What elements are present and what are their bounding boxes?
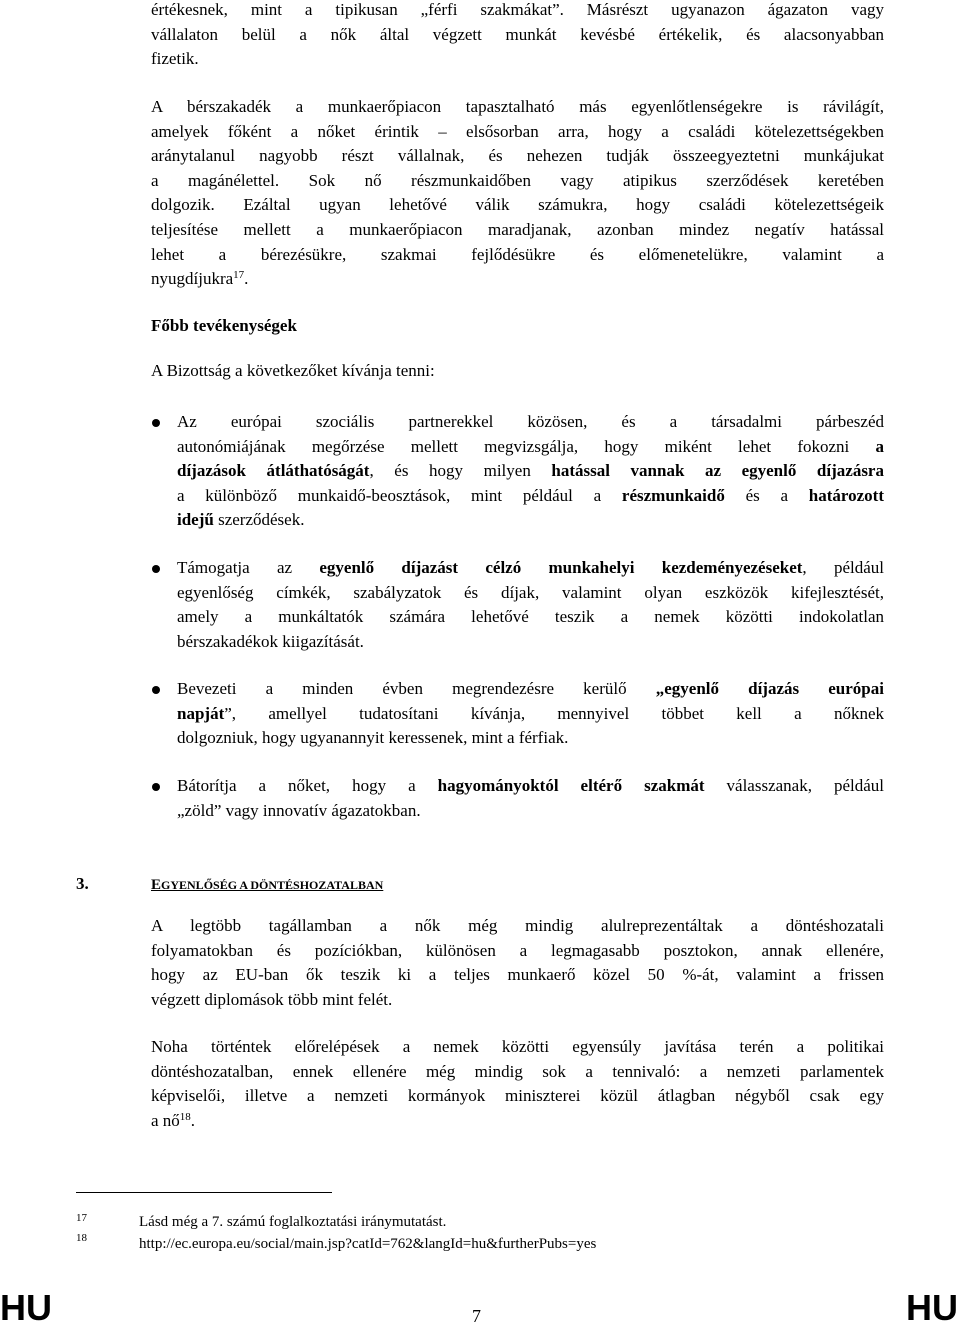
text-fragment: részmunkaidő — [621, 485, 725, 505]
text-fragment: ”, amellyel tudatosítani kívánja, mennyivel többet kell a nőknek — [224, 703, 884, 723]
text-line — [177, 677, 884, 702]
text-line — [177, 774, 884, 799]
paragraph-continued — [151, 0, 884, 72]
bullet-icon — [152, 565, 160, 573]
text-fragment: Támogatja az — [177, 558, 320, 577]
text-fragment: a különböző munkaidő-beosztások, mint például a — [177, 485, 622, 505]
text-fragment: egyenlő díjazást célzó munkahelyi kezdeményezéseket — [319, 558, 803, 577]
text-line — [177, 556, 884, 581]
text-line: teljesítése mellett a munkaerőpiacon maradjanak, azonban mindez negatív hatással — [151, 219, 884, 239]
text-fragment: a — [875, 436, 885, 456]
text-line: lehet a bérezésükre, szakmai fejlődésükre és előmenetelükre, valamint a — [151, 244, 884, 264]
text-fragment: Bátorítja a nőket, hogy a — [177, 776, 438, 795]
text-fragment: napját — [177, 703, 225, 723]
text-line: dolgozniuk, hogy ugyanannyit keressenek, mint a férfiak. — [177, 728, 569, 748]
text-line: amely a munkáltatók számára lehetővé teszik a nemek közötti indokolatlan — [177, 607, 884, 627]
text-line — [177, 459, 884, 484]
text-line: hogy az EU-ban ők teszik ki a teljes munkaerő közel 50 %-át, valamint a frissen — [151, 965, 884, 985]
footnote-ref-18[interactable]: 18 — [179, 1110, 191, 1123]
footnote-number: 17 — [76, 1212, 87, 1224]
text-line: végzett diplomások több mint felét. — [151, 989, 393, 1009]
bullet-item-4 — [177, 774, 884, 823]
text-fragment: díjazások átláthatóságát — [177, 461, 370, 481]
text-line: Az európai szociális partnerekkel közösen, és a társadalmi párbeszéd — [177, 412, 884, 431]
page-number: 7 — [472, 1306, 481, 1326]
text-line: bérszakadékok kiigazítását. — [177, 631, 364, 651]
section-number: 3. — [76, 874, 89, 893]
bullet-icon — [152, 783, 160, 791]
text-line: aránytalanul nagyobb részt vállalnak, és nehezen tudják összeegyeztetni munkájukat — [151, 146, 884, 166]
text-line: értékesnek, mint a tipikusan „férfi szakmákat”. Másrészt ugyanazon ágazaton vagy — [151, 0, 884, 19]
bullet-item-2 — [177, 556, 884, 654]
text-fragment: és a — [724, 485, 809, 505]
paragraph-pay-gap — [151, 95, 884, 292]
text-fragment: „egyenlő díjazás európai — [655, 679, 884, 698]
text-fragment: szerződések. — [213, 510, 305, 530]
text-line: dolgozik. Ezáltal ugyan lehetővé válik számukra, hogy családi kötelezettségeik — [151, 195, 884, 215]
footnote-separator — [76, 1192, 332, 1193]
text-line: „zöld” vagy innovatív ágazatokban. — [177, 800, 421, 820]
text-fragment: , és hogy milyen — [369, 461, 552, 481]
text-line: döntéshozatalban, ennek ellenére még mindig sok a tennivaló: a nemzeti parlamentek — [151, 1061, 884, 1081]
text-line: fizetik. — [151, 49, 199, 69]
text-fragment: autonómiájának megőrzése mellett megvizsgálja, hogy miként lehet fokozni — [177, 436, 850, 456]
section-title-initial: E — [151, 877, 162, 893]
text-line: A bérszakadék a munkaerőpiacon tapasztalható más egyenlőtlenségekre is rávilágít, — [151, 97, 884, 116]
text-fragment: idejű — [177, 510, 214, 530]
footnote-number: 18 — [76, 1232, 87, 1244]
section-title — [151, 873, 383, 896]
footnote-text: Lásd még a 7. számú foglalkoztatási iránymutatást. — [139, 1214, 447, 1230]
text-fragment: Bevezeti a minden évben megrendezésre kerülő — [177, 679, 656, 698]
text-line: A legtöbb tagállamban a nők még mindig alulreprezentáltak a döntéshozatali — [151, 916, 884, 935]
bullet-item-1 — [177, 410, 884, 533]
text-line: Noha történtek előrelépések a nemek közötti egyensúly javítása terén a politikai — [151, 1037, 884, 1056]
subheading: Főbb tevékenységek — [151, 316, 297, 335]
text-line: a magánélettel. Sok nő részmunkaidőben vagy atipikus szerződések keretében — [151, 170, 884, 190]
section-title-rest: GYENLŐSÉG A DÖNTÉSHOZATALBAN — [161, 878, 384, 892]
text-line — [177, 508, 884, 533]
text-line: vállalaton belül a nők által végzett munkát kevésbé értékelik, és alacsonyabban — [151, 24, 884, 44]
intro-text: A Bizottság a következőket kívánja tenni: — [151, 361, 435, 380]
text-fragment: hagyományoktól eltérő szakmát — [437, 776, 705, 795]
text-fragment: a nő — [151, 1110, 180, 1130]
text-line: egyenlőség címkék, szabályzatok és díjak, valamint olyan eszközök kifejlesztését, — [177, 582, 884, 602]
footnote-link[interactable]: http://ec.europa.eu/social/main.jsp?catId=762&langId=hu&furtherPubs=yes — [139, 1236, 597, 1252]
text-line — [177, 702, 884, 727]
footnote-ref-17[interactable]: 17 — [233, 269, 245, 282]
footer-language-left: HU — [0, 1287, 52, 1328]
bullet-icon — [152, 686, 160, 694]
text-fragment: válasszanak, például — [704, 776, 885, 795]
text-fragment: határozott — [808, 485, 884, 505]
text-line: folyamatokban és pozíciókban, különösen a legmagasabb posztokon, annak ellenére, — [151, 940, 884, 960]
text-line — [177, 435, 884, 460]
text-fragment: , például — [802, 558, 884, 577]
text-line — [151, 267, 884, 292]
paragraph-politics — [151, 1035, 884, 1133]
bullet-icon — [152, 419, 160, 427]
bullet-item-3 — [177, 677, 884, 751]
text-fragment: hatással vannak az egyenlő díjazásra — [551, 461, 884, 481]
text-line: amelyek főként a nőket érintik – elsősorban arra, hogy a családi kötelezettségekben — [151, 121, 884, 141]
text-fragment: . — [190, 1110, 196, 1130]
text-line: képviselői, illetve a nemzeti kormányok miniszterei közül átlagban négyből csak egy — [151, 1086, 884, 1106]
text-line — [177, 484, 884, 509]
text-line — [151, 1109, 884, 1134]
text-fragment: nyugdíjukra — [151, 269, 234, 289]
text-fragment: . — [244, 269, 249, 289]
paragraph-decision-making — [151, 914, 884, 1012]
footer-language-right: HU — [906, 1287, 958, 1328]
